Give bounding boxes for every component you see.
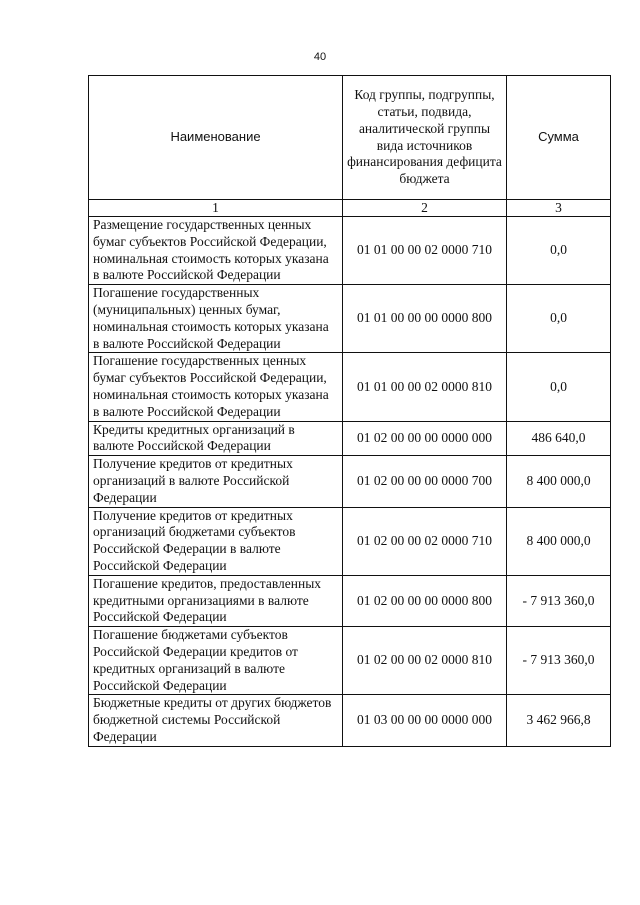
header-code: Код группы, подгруппы, статьи, подвида, аналитической группы вида источников финансирования дефицита бюджета — [343, 76, 507, 200]
row-code: 01 01 00 00 02 0000 810 — [343, 353, 507, 421]
row-sum: - 7 913 360,0 — [507, 627, 611, 695]
page-number: 40 — [313, 51, 327, 63]
column-number: 3 — [507, 200, 611, 217]
row-sum: 0,0 — [507, 353, 611, 421]
row-sum: - 7 913 360,0 — [507, 575, 611, 626]
table-row — [89, 575, 611, 626]
row-name: Кредиты кредитных организаций в валюте Российской Федерации — [89, 421, 343, 456]
row-sum: 8 400 000,0 — [507, 507, 611, 575]
column-number: 1 — [89, 200, 343, 217]
table-row — [89, 285, 611, 353]
row-code: 01 03 00 00 00 0000 000 — [343, 695, 507, 746]
table-row — [89, 627, 611, 695]
row-name: Размещение государственных ценных бумаг субъектов Российской Федерации, номинальная стоимость которых указана в валюте Российской Федерации — [89, 217, 343, 285]
row-sum: 3 462 966,8 — [507, 695, 611, 746]
row-sum: 486 640,0 — [507, 421, 611, 456]
row-name: Погашение государственных (муниципальных) ценных бумаг, номинальная стоимость которых указана в валюте Российской Федерации — [89, 285, 343, 353]
table-row — [89, 456, 611, 507]
row-code: 01 02 00 00 00 0000 000 — [343, 421, 507, 456]
row-sum: 8 400 000,0 — [507, 456, 611, 507]
table-row — [89, 217, 611, 285]
row-name: Погашение бюджетами субъектов Российской Федерации кредитов от кредитных организаций в валюте Российской Федерации — [89, 627, 343, 695]
row-code: 01 02 00 00 02 0000 710 — [343, 507, 507, 575]
table-row — [89, 421, 611, 456]
table-row — [89, 507, 611, 575]
row-sum: 0,0 — [507, 217, 611, 285]
row-name: Бюджетные кредиты от других бюджетов бюджетной системы Российской Федерации — [89, 695, 343, 746]
column-number-row — [89, 200, 611, 217]
row-code: 01 02 00 00 00 0000 700 — [343, 456, 507, 507]
row-name: Получение кредитов от кредитных организаций в валюте Российской Федерации — [89, 456, 343, 507]
header-sum: Сумма — [507, 76, 611, 200]
row-code: 01 01 00 00 02 0000 710 — [343, 217, 507, 285]
header-name: Наименование — [89, 76, 343, 200]
table-row — [89, 353, 611, 421]
row-code: 01 01 00 00 00 0000 800 — [343, 285, 507, 353]
row-code: 01 02 00 00 02 0000 810 — [343, 627, 507, 695]
row-code: 01 02 00 00 00 0000 800 — [343, 575, 507, 626]
row-name: Получение кредитов от кредитных организаций бюджетами субъектов Российской Федерации в валюте Российской Федерации — [89, 507, 343, 575]
row-name: Погашение государственных ценных бумаг субъектов Российской Федерации, номинальная стоимость которых указана в валюте Российской Федерации — [89, 353, 343, 421]
table-row — [89, 695, 611, 746]
column-number: 2 — [343, 200, 507, 217]
row-sum: 0,0 — [507, 285, 611, 353]
row-name: Погашение кредитов, предоставленных кредитными организациями в валюте Российской Федерации — [89, 575, 343, 626]
table-header-row — [89, 76, 611, 200]
financing-sources-table — [88, 75, 611, 747]
